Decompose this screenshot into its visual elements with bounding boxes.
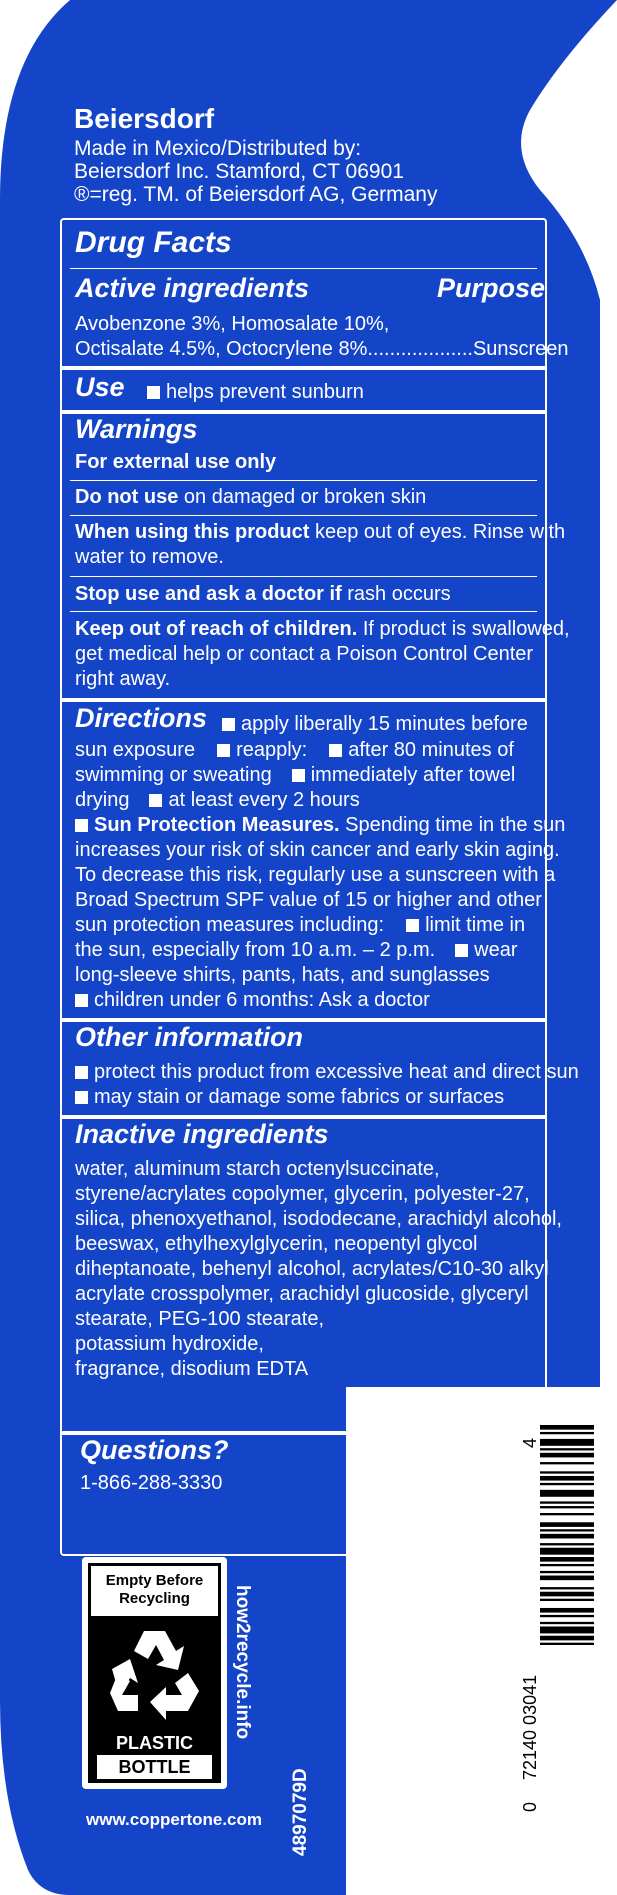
dir-line-12: children under 6 months: Ask a doctor	[75, 988, 430, 1013]
header-line-2: Beiersdorf Inc. Stamford, CT 06901	[74, 160, 404, 183]
dir-line-3: swimming or sweating immediately after towel	[75, 764, 516, 786]
inactive-line: silica, phenoxyethanol, isododecane, arachidyl alcohol,	[75, 1208, 562, 1230]
divider	[70, 480, 537, 481]
warn-keep-3: right away.	[75, 668, 171, 690]
divider	[70, 576, 537, 577]
recycle-bottom-label: PLASTIC BOTTLE	[91, 1731, 218, 1780]
warn-donot: Do not use on damaged or broken skin	[75, 486, 427, 508]
inactive-line: stearate, PEG-100 stearate,	[75, 1308, 325, 1330]
inactive-line: beeswax, ethylhexylglycerin, neopentyl glycol	[75, 1233, 478, 1255]
directions-heading: Directions	[75, 703, 208, 733]
dir-line-10: the sun, especially from 10 a.m. – 2 p.m. wear	[75, 939, 518, 961]
dir-line-11: long-sleeve shirts, pants, hats, and sunglasses	[75, 964, 490, 986]
divider	[62, 698, 545, 702]
brand-name: Beiersdorf	[74, 103, 215, 134]
inactive-line: water, aluminum starch octenylsuccinate,	[75, 1158, 440, 1180]
warn-stop: Stop use and ask a doctor if rash occurs	[75, 583, 451, 605]
dir-line-7: To decrease this risk, regularly use a sunscreen with a	[75, 864, 556, 886]
header-line-1: Made in Mexico/Distributed by:	[74, 137, 362, 160]
warn-when-2: water to remove.	[75, 546, 224, 568]
inactive-line: acrylate crosspolymer, arachidyl glucoside, glyceryl	[75, 1283, 529, 1305]
drug-facts-title: Drug Facts	[75, 226, 232, 259]
barcode	[540, 1425, 594, 1825]
dir-line-8: Broad Spectrum SPF value of 15 or higher and other	[75, 889, 542, 911]
other-line-1: protect this product from excessive heat and direct sun	[75, 1060, 579, 1085]
barcode-digits: 72140 03041	[520, 1674, 540, 1780]
dir-line-4: drying at least every 2 hours	[75, 789, 360, 811]
inactive-line: potassium hydroxide,	[75, 1333, 264, 1355]
dir-line-2: sun exposure reapply: after 80 minutes of	[75, 739, 514, 761]
inactive-heading: Inactive ingredients	[75, 1119, 329, 1149]
active-ingredients-heading: Active ingredients	[75, 273, 310, 303]
purpose-heading: Purpose	[437, 273, 546, 303]
inactive-line: diheptanoate, behenyl alcohol, acrylates/C10-30 alkyl	[75, 1258, 549, 1280]
divider	[70, 611, 537, 612]
recycle-badge	[82, 1557, 227, 1789]
divider	[70, 268, 537, 269]
dir-line-6: increases your risk of skin cancer and early skin aging.	[75, 839, 560, 861]
questions-heading: Questions?	[80, 1435, 229, 1465]
product-code: 4897079D	[290, 1768, 311, 1856]
questions-phone: 1-866-288-3330	[80, 1472, 223, 1494]
inactive-line: fragrance, disodium EDTA	[75, 1358, 309, 1380]
warn-external: For external use only	[75, 451, 277, 473]
recycle-top-label: Empty Before Recycling	[91, 1566, 218, 1616]
dir-line-9: sun protection measures including: limit time in	[75, 914, 526, 936]
use-heading: Use	[75, 372, 125, 402]
header-line-3: ®=reg. TM. of Beiersdorf AG, Germany	[74, 183, 438, 206]
use-text: helps prevent sunburn	[147, 380, 364, 405]
divider	[62, 366, 545, 370]
warn-keep-2: get medical help or contact a Poison Control Center	[75, 643, 534, 665]
dir-line-5: Sun Protection Measures. Spending time in the sun	[75, 813, 565, 838]
barcode-digit-right: 4	[520, 1437, 540, 1448]
active-line-2: Octisalate 4.5%, Octocrylene 8%...................Sunscreen	[75, 338, 569, 360]
active-line-1: Avobenzone 3%, Homosalate 10%,	[75, 313, 390, 335]
other-info-heading: Other information	[75, 1022, 303, 1052]
recycle-icon	[108, 1623, 201, 1723]
other-line-2: may stain or damage some fabrics or surfaces	[75, 1085, 504, 1110]
warn-when: When using this product keep out of eyes. Rinse with	[75, 521, 566, 543]
warnings-heading: Warnings	[75, 414, 198, 444]
inactive-line: styrene/acrylates copolymer, glycerin, polyester-27,	[75, 1183, 530, 1205]
website: www.coppertone.com	[86, 1810, 263, 1829]
divider	[70, 515, 537, 516]
dir-line-1: apply liberally 15 minutes before	[222, 712, 528, 737]
warn-keep: Keep out of reach of children. If product is swallowed,	[75, 618, 570, 640]
barcode-digit-left: 0	[520, 1801, 540, 1812]
how2recycle-text: how2recycle.info	[232, 1585, 253, 1740]
